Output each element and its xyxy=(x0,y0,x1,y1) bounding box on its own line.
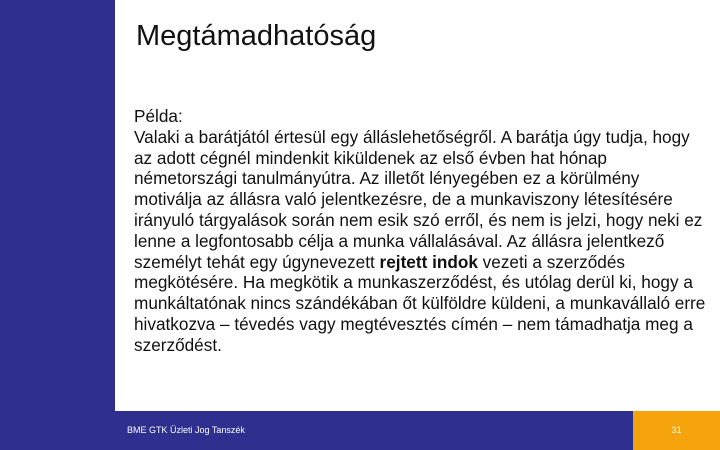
example-label: Példa: xyxy=(134,106,183,126)
paragraph-text-part2: vezeti a szerződés megkötésére. Ha megkötik a munkaszerződést, és utólag derül ki, hogy a munkáltatónak nincs szándékában őt külföldre küldeni, a munkavállaló erre hivatkozva – tévedés vagy megtévesztés címén – nem támadhatja meg a szerződést. xyxy=(134,251,706,355)
slide-title: Megtámadhatóság xyxy=(136,20,377,52)
left-sidebar-band xyxy=(0,0,115,450)
example-paragraph xyxy=(134,127,708,356)
slide-body xyxy=(134,106,708,356)
paragraph-emphasis: rejtett indok xyxy=(379,251,478,272)
footer-department-label: BME GTK Üzleti Jog Tanszék xyxy=(127,425,245,435)
paragraph-text-part1: Valaki a barátjától értesül egy álláslehetőségről. A barátja úgy tudja, hogy az adott cégnél mindenkit kiküldenek az első évben hat hónap németországi tanulmányútra. Az illetőt lényegében ez a körülmény motiválja az állásra való jelentkezésre, de a munkaviszony létesítésére irányuló tárgyalások során nem esik szó erről, és nem is jelzi, hogy neki ez lenne a legfontosabb célja a munka vállalásával. Az állásra jelentkező személyt tehát egy úgynevezett xyxy=(134,126,703,272)
page-number: 31 xyxy=(671,425,682,435)
